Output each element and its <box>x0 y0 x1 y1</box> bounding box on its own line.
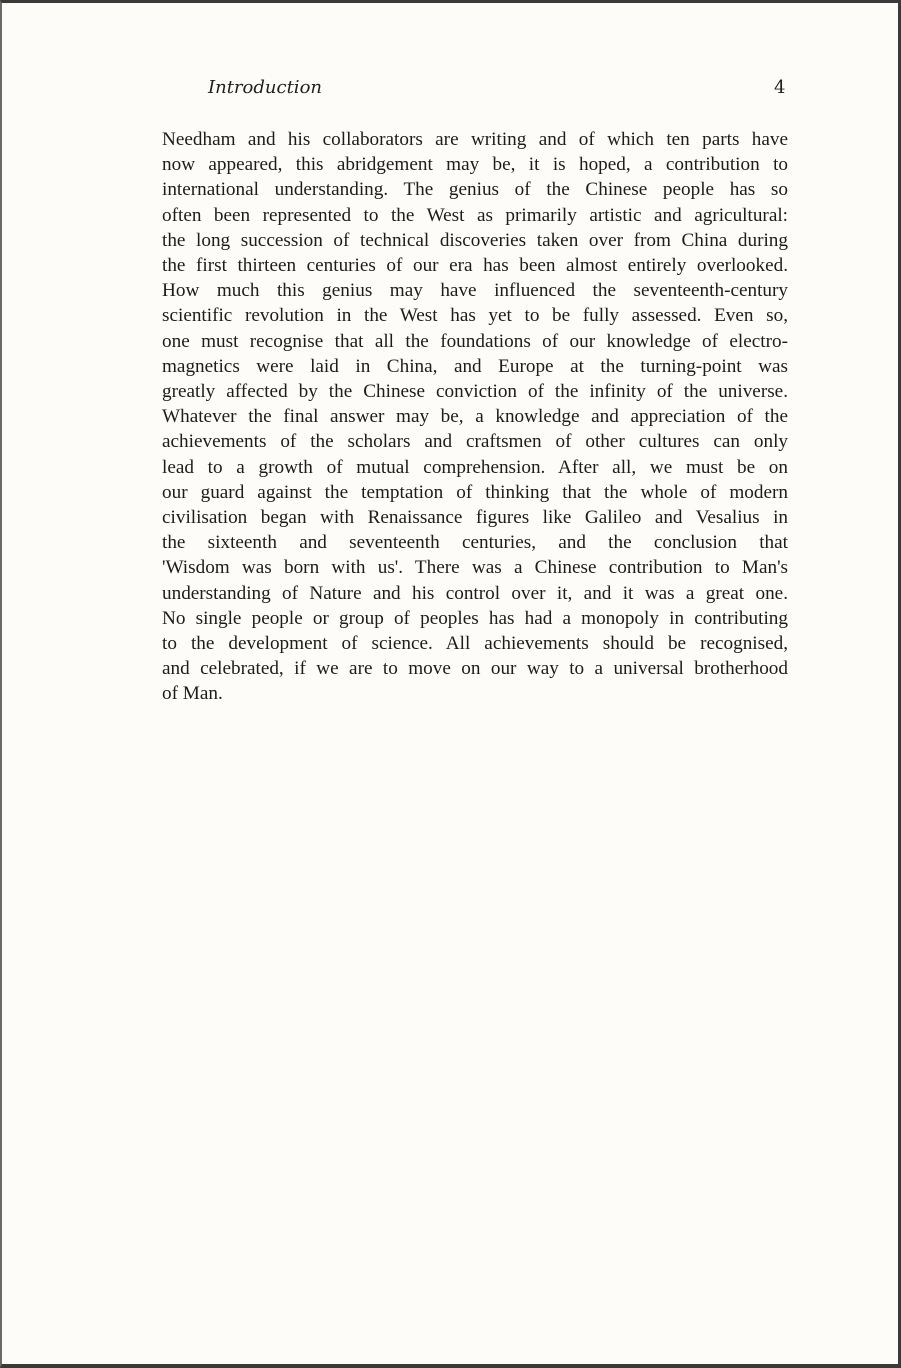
body-paragraph <box>162 127 788 707</box>
text-line: and celebrated, if we are to move on our way to a universal brotherhood <box>162 658 788 680</box>
text-line: the sixteenth and seventeenth centuries, and the conclusion that <box>162 532 788 554</box>
text-line: the long succession of technical discoveries taken over from China during <box>162 229 788 251</box>
text-line: 'Wisdom was born with us'. There was a Chinese contribution to Man's <box>162 557 788 579</box>
text-line: scientific revolution in the West has yet to be fully assessed. Even so, <box>162 305 788 327</box>
text-line: understanding of Nature and his control over it, and it was a great one. <box>162 582 788 604</box>
running-title: Introduction <box>208 77 322 98</box>
text-line: often been represented to the West as primarily artistic and agricultural: <box>162 204 788 226</box>
text-line: our guard against the temptation of thinking that the whole of modern <box>162 481 788 503</box>
text-line: magnetics were laid in China, and Europe at the turning-point was <box>162 355 788 377</box>
page-number: 4 <box>774 77 786 98</box>
text-line: lead to a growth of mutual comprehension. After all, we must be on <box>162 456 788 478</box>
text-line: Whatever the final answer may be, a knowledge and appreciation of the <box>162 406 788 428</box>
text-line: of Man. <box>162 683 223 705</box>
text-line: now appeared, this abridgement may be, it is hoped, a contribution to <box>162 154 788 176</box>
text-line: international understanding. The genius of the Chinese people has so <box>162 179 788 201</box>
text-line: the first thirteen centuries of our era has been almost entirely overlooked. <box>162 255 788 277</box>
text-line: achievements of the scholars and craftsmen of other cultures can only <box>162 431 788 453</box>
text-line: How much this genius may have influenced the seventeenth-century <box>162 280 788 302</box>
text-line: Needham and his collaborators are writing and of which ten parts have <box>162 129 788 150</box>
text-line: one must recognise that all the foundations of our knowledge of electro- <box>162 330 788 352</box>
text-line: civilisation began with Renaissance figures like Galileo and Vesalius in <box>162 507 788 529</box>
text-line: No single people or group of peoples has had a monopoly in contributing <box>162 607 788 629</box>
text-line: to the development of science. All achievements should be recognised, <box>162 633 788 655</box>
text-line: greatly affected by the Chinese conviction of the infinity of the universe. <box>162 381 788 403</box>
